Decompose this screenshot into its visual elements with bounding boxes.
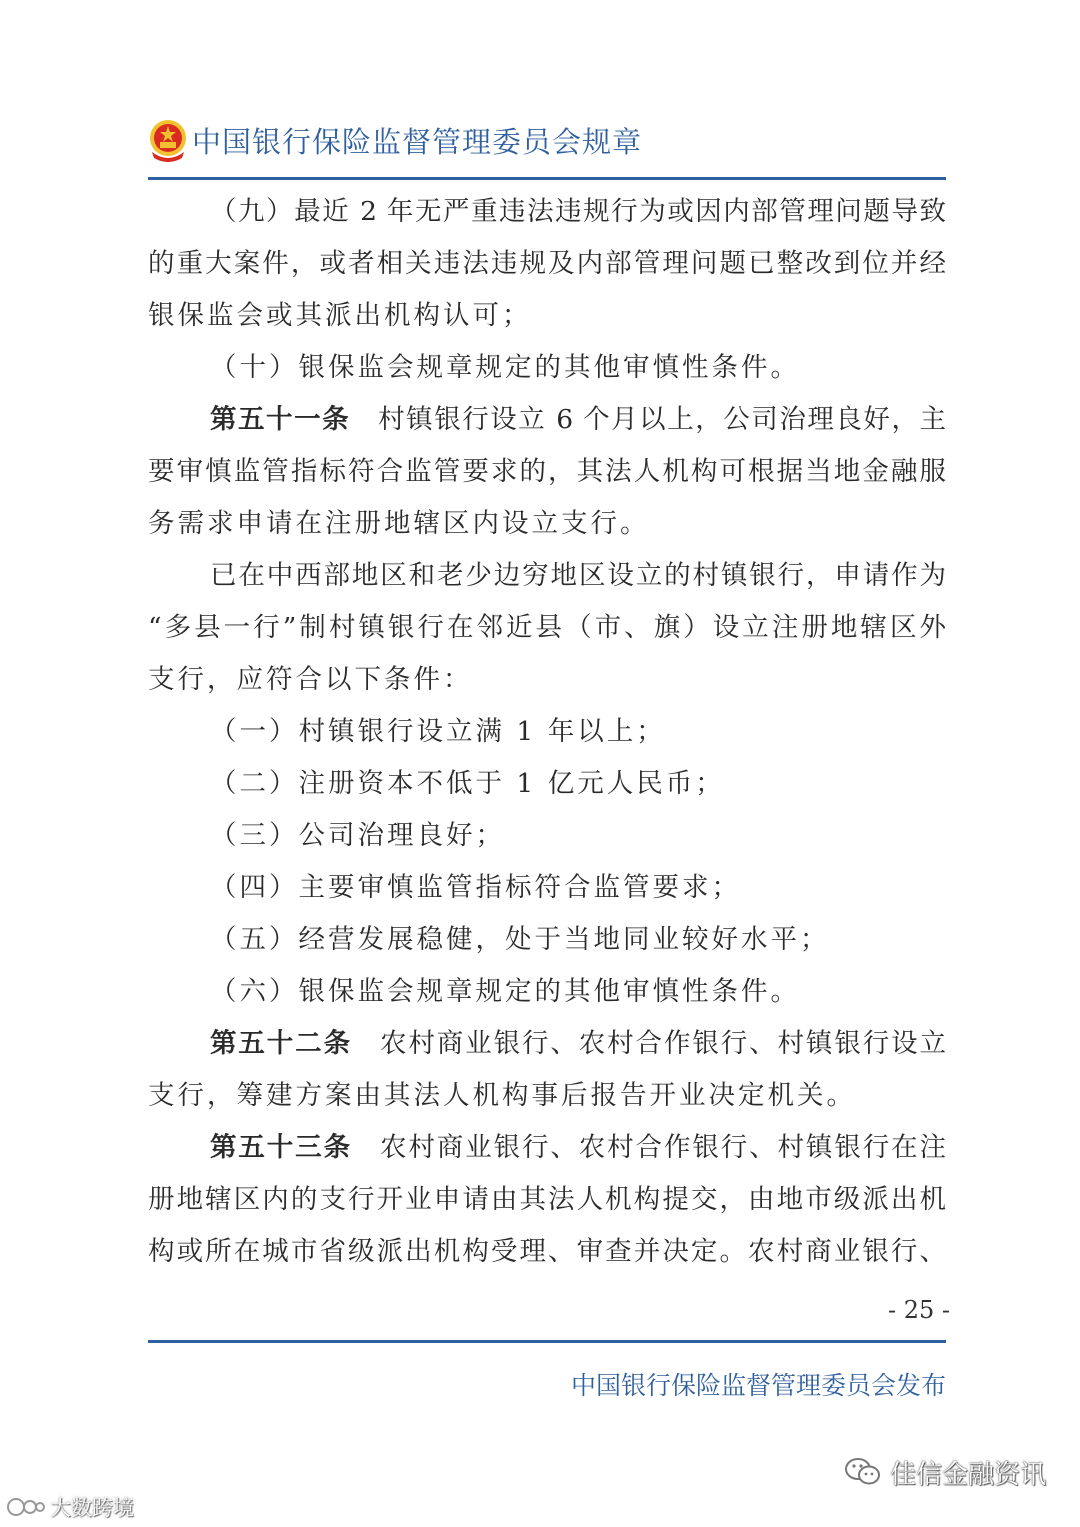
text-line: 已在中西部地区和老少边穷地区设立的村镇银行，申请作为: [210, 560, 946, 591]
footer-divider: [148, 1340, 946, 1343]
text-line: 支行，筹建方案由其法人机构事后报告开业决定机关。: [148, 1080, 856, 1111]
text-line: 银保监会或其派出机构认可；: [148, 300, 532, 331]
header-title: 中国银行保险监督管理委员会规章: [192, 125, 643, 159]
text-line: 要审慎监管指标符合监管要求的，其法人机构可根据当地金融服: [148, 456, 946, 487]
list-item: （三）公司治理良好；: [210, 820, 505, 851]
article-53-line: [148, 1122, 946, 1174]
page-header: [148, 112, 948, 172]
text-line: 册地辖区内的支行开业申请由其法人机构提交，由地市级派出机: [148, 1184, 946, 1215]
text-line: （九）最近 2 年无严重违法违规行为或因内部管理问题导致: [210, 196, 946, 227]
header-divider: [148, 177, 946, 180]
national-emblem-icon: [148, 118, 188, 162]
list-item: （一）村镇银行设立满 1 年以上；: [210, 716, 666, 747]
text-line: 农村商业银行、农村合作银行、村镇银行在注: [379, 1132, 946, 1163]
text-line: 构或所在城市省级派出机构受理、审查并决定。农村商业银行、: [148, 1236, 946, 1267]
text-line: “多县一行”制村镇银行在邻近县（市、旗）设立注册地辖区外: [148, 612, 946, 643]
text-line: 村镇银行设立 6 个月以上，公司治理良好，主: [378, 404, 946, 435]
wechat-watermark: [844, 1452, 1046, 1492]
text-line: 农村商业银行、农村合作银行、村镇银行设立: [379, 1028, 946, 1059]
site-logo-icon: [6, 1494, 46, 1520]
list-item: （五）经营发展稳健，处于当地同业较好水平；: [210, 924, 830, 955]
wechat-icon: [844, 1456, 882, 1488]
text-line: （十）银保监会规章规定的其他审慎性条件。: [210, 352, 800, 383]
watermark-site-name: 大数跨境: [50, 1496, 134, 1520]
article-51-line: [148, 394, 946, 446]
page-number: - 25 -: [887, 1296, 950, 1324]
site-watermark: [6, 1490, 134, 1524]
article-52-label: 第五十二条: [210, 1028, 352, 1059]
text-line: 的重大案件，或者相关违法违规及内部管理问题已整改到位并经: [148, 248, 946, 279]
text-line: 支行，应符合以下条件：: [148, 664, 473, 695]
article-51-label: 第五十一条: [210, 404, 351, 435]
list-item: （六）银保监会规章规定的其他审慎性条件。: [210, 976, 800, 1007]
article-53-label: 第五十三条: [210, 1132, 352, 1163]
list-item: （四）主要审慎监管指标符合监管要求；: [210, 872, 741, 903]
watermark-account-name: 佳信金融资讯: [889, 1459, 1046, 1490]
text-line: 务需求申请在注册地辖区内设立支行。: [148, 508, 650, 539]
list-item: （二）注册资本不低于 1 亿元人民币；: [210, 768, 725, 799]
article-52-line: [148, 1018, 946, 1070]
footer-publisher: 中国银行保险监督管理委员会发布: [570, 1371, 946, 1400]
document-body: [148, 186, 946, 1278]
